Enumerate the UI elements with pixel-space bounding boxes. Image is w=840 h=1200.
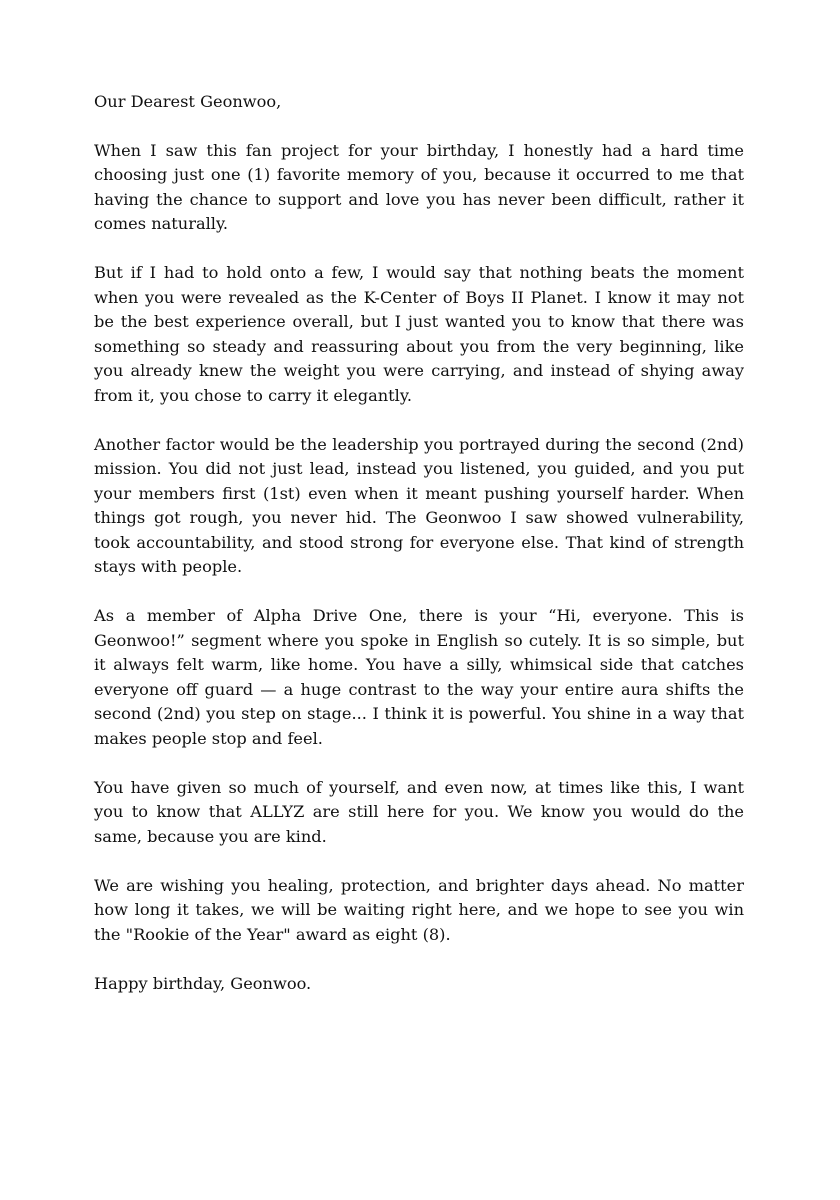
paragraph-1: When I saw this fan project for your birthday, I honestly had a hard time choosing just one (1) favorite memory of you, because it occurred to me that having the chance to support and love you has never been difficult, rather it comes naturally. [94, 140, 744, 233]
letter-body [94, 90, 744, 996]
paragraph-2: But if I had to hold onto a few, I would say that nothing beats the moment when you were revealed as the K-Center of Boys II Planet. I know it may not be the best experience overall, but I just wanted you to know that there was something so steady and reassuring about you from the very beginning, like you already knew the weight you were carrying, and instead of shying away from it, you chose to carry it elegantly. [94, 263, 744, 405]
paragraph-6: We are wishing you healing, protection, and brighter days ahead. No matter how long it takes, we will be waiting right here, and we hope to see you win the "Rookie of the Year" award as eight (8). [94, 875, 744, 944]
paragraph-3: Another factor would be the leadership you portrayed during the second (2nd) mission. You did not just lead, instead you listened, you guided, and you put your members first (1st) even when it meant pushing yourself harder. When things got rough, you never hid. The Geonwoo I saw showed vulnerability, took accountability, and stood strong for everyone else. That kind of strength stays with people. [94, 434, 744, 576]
paragraph-4: As a member of Alpha Drive One, there is your “Hi, everyone. This is Geonwoo!” segment where you spoke in English so cutely. It is so simple, but it always felt warm, like home. You have a silly, whimsical side that catches everyone off guard — a huge contrast to the way your entire aura shifts the second (2nd) you step on stage... I think it is powerful. You shine in a way that makes people stop and feel. [94, 606, 744, 748]
closing-line: Happy birthday, Geonwoo. [94, 973, 312, 993]
salutation: Our Dearest Geonwoo, [94, 92, 282, 111]
paragraph-5: You have given so much of yourself, and even now, at times like this, I want you to know that ALLYZ are still here for you. We know you would do the same, because you are kind. [94, 777, 744, 846]
